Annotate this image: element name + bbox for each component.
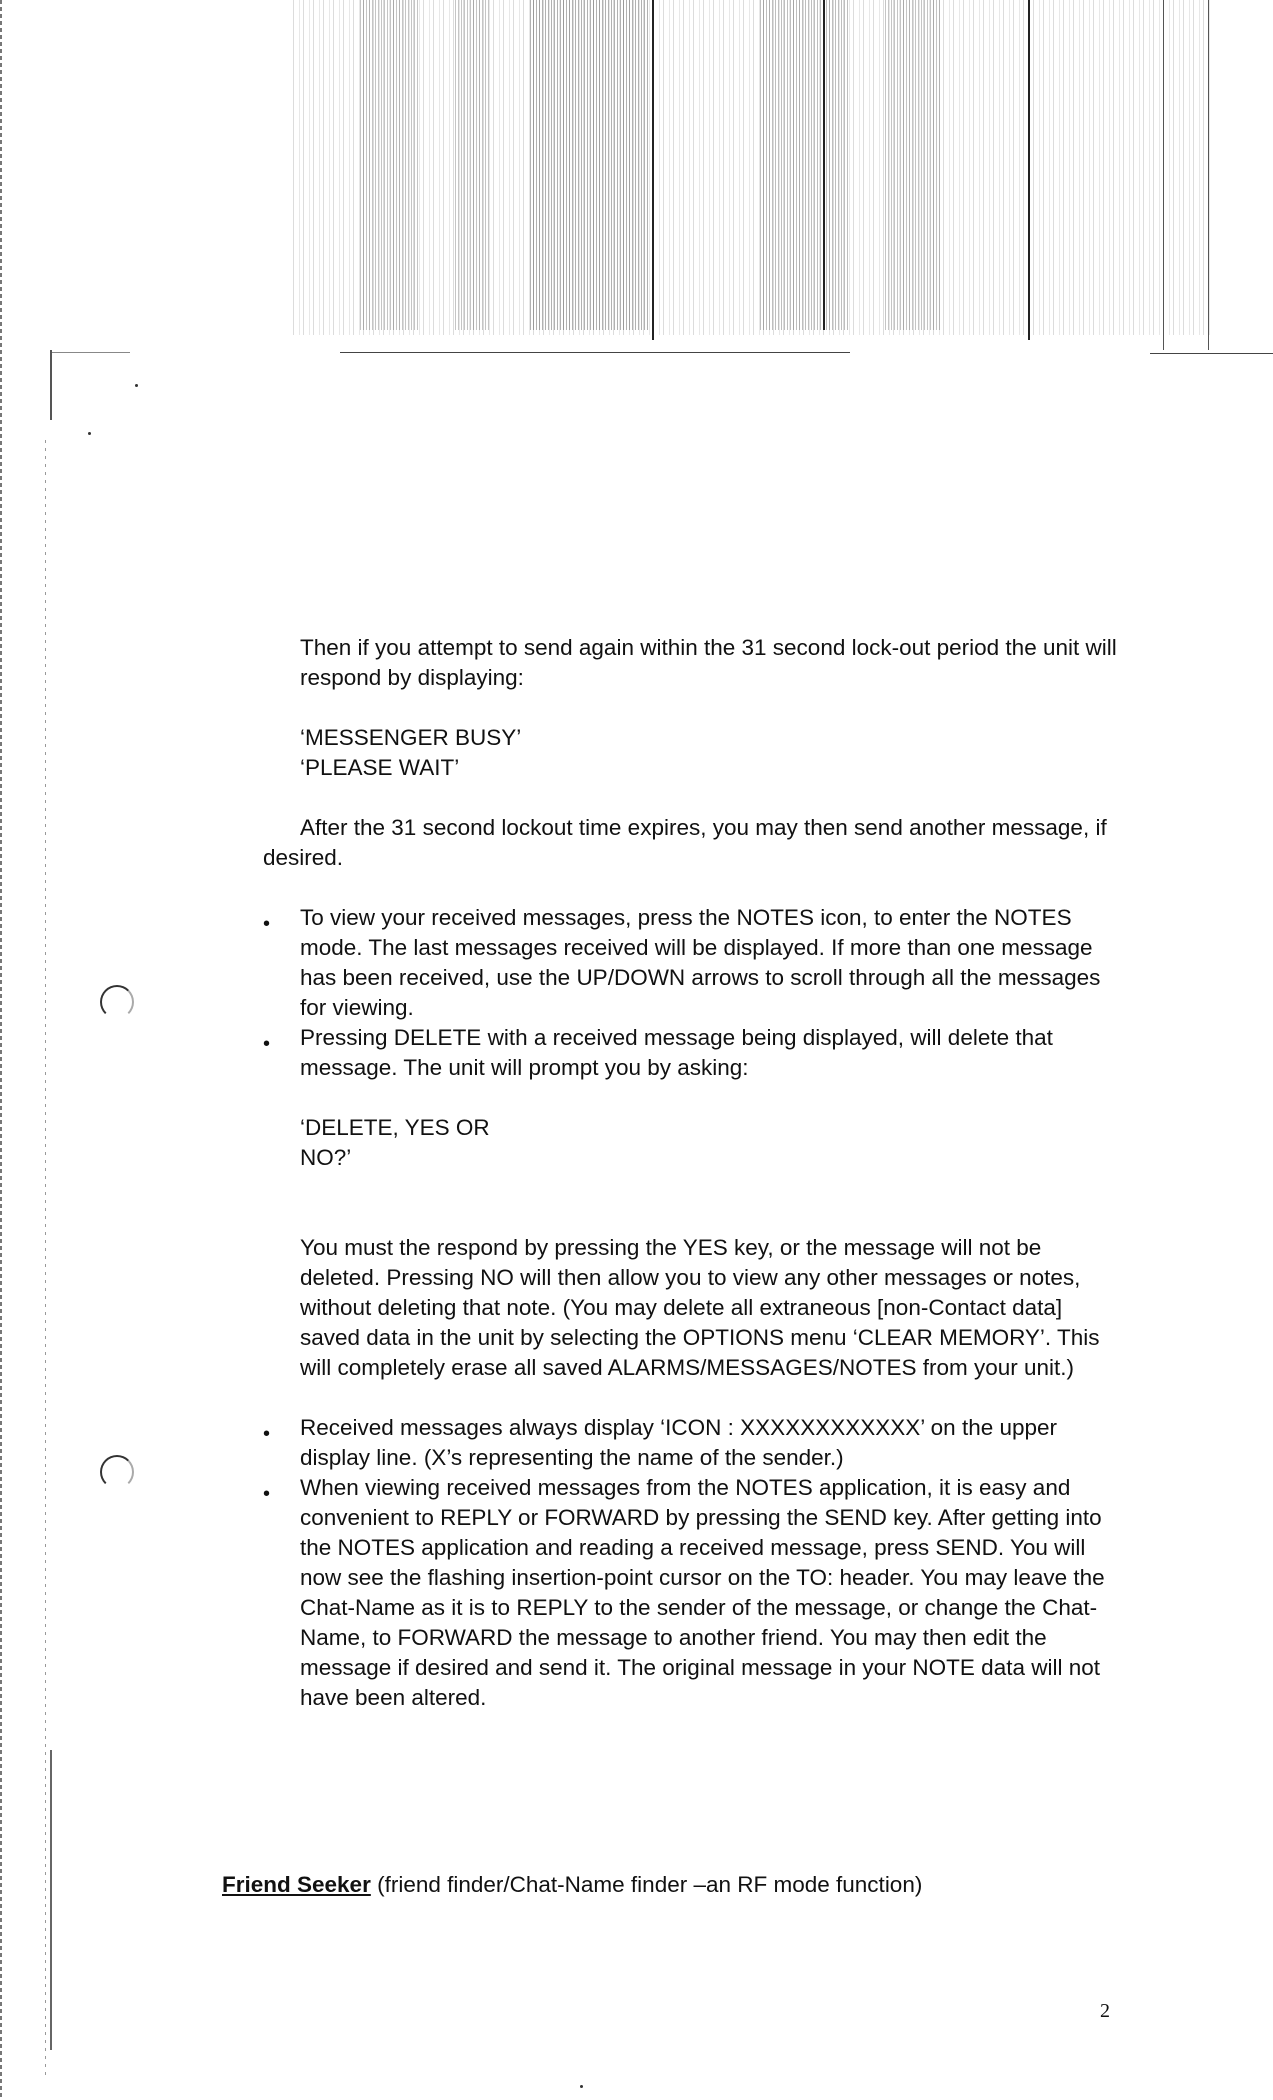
section-heading-title: Friend Seeker <box>222 1872 371 1897</box>
speck <box>135 384 138 387</box>
scan-line <box>1163 0 1164 350</box>
bullet-icon: • <box>263 1423 271 1445</box>
scan-noise-dense <box>455 0 490 330</box>
scan-line <box>823 0 825 330</box>
bullet-reply-forward: When viewing received messages from the NOTES application, it is easy and convenient to REPLY or FORWARD by pressing the SEND key. After getting into the NOTES application and reading a received message, press SEND. You will now see the flashing insertion-point cursor on the TO: header. You may leave the Chat-Name as it is to REPLY to the sender of the message, or change the Chat-Name, to FORWARD the message to another friend. You may then edit the message if desired and send it. The original message in your NOTE data will not have been altered. <box>300 1475 1105 1710</box>
scan-rule <box>50 352 130 353</box>
bullet-view-received: To view your received messages, press the NOTES icon, to enter the NOTES mode. The last messages received will be displayed. If more than one message has been received, use the UP/DOWN arrows to scroll through all the messages for viewing. <box>300 905 1101 1020</box>
bullet-icon: • <box>263 1033 271 1055</box>
margin-bracket <box>50 1750 52 2050</box>
scan-noise-dense <box>760 0 850 330</box>
page-number: 2 <box>1100 2000 1110 2022</box>
paragraph-respond: You must the respond by pressing the YES key, or the message will not be deleted. Pressing NO will then allow you to view any other messages or notes, without deleting that note. (You may delete all extraneous [non-Contact data] saved data in the unit by selecting the OPTIONS menu ‘CLEAR MEMORY’. This will completely erase all saved ALARMS/MESSAGES/NOTES from your unit.) <box>300 1235 1100 1380</box>
punch-hole <box>100 1455 134 1489</box>
scan-rule <box>1150 353 1273 354</box>
bullet-delete: Pressing DELETE with a received message being displayed, will delete that message. The unit will prompt you by asking: <box>300 1025 1053 1080</box>
scan-noise-dense <box>885 0 940 330</box>
scan-line <box>1028 0 1030 340</box>
display-message-line: NO?’ <box>300 1145 352 1170</box>
display-message-line: ‘MESSENGER BUSY’ <box>300 725 522 750</box>
paragraph-after-lockout: After the 31 second lockout time expires, you may then send another message, if desired. <box>263 815 1107 870</box>
display-message-line: ‘PLEASE WAIT’ <box>300 755 460 780</box>
margin-bracket <box>50 350 52 420</box>
scan-noise-band <box>290 0 1210 335</box>
scan-line <box>1208 0 1209 350</box>
scan-noise-dense <box>530 0 650 330</box>
speck <box>580 2085 583 2088</box>
section-heading-friend-seeker <box>222 1870 1122 1900</box>
section-heading-subtitle: (friend finder/Chat-Name finder –an RF mode function) <box>370 1872 923 1897</box>
speck <box>88 432 91 435</box>
scan-line <box>652 0 654 340</box>
punch-hole <box>100 985 134 1019</box>
scan-rule <box>340 352 850 353</box>
left-margin-edge <box>0 0 2 2100</box>
bullet-icon-display: Received messages always display ‘ICON : XXXXXXXXXXXX’ on the upper display line. (X’s representing the name of the sender.) <box>300 1415 1058 1470</box>
display-message-line: ‘DELETE, YES OR <box>300 1115 490 1140</box>
bullet-icon: • <box>263 1483 271 1505</box>
scan-noise-dense <box>360 0 420 330</box>
paragraph-lockout: Then if you attempt to send again within the 31 second lock-out period the unit will respond by displaying: <box>300 635 1117 690</box>
bullet-icon: • <box>263 913 271 935</box>
left-margin-guide <box>45 440 46 2080</box>
